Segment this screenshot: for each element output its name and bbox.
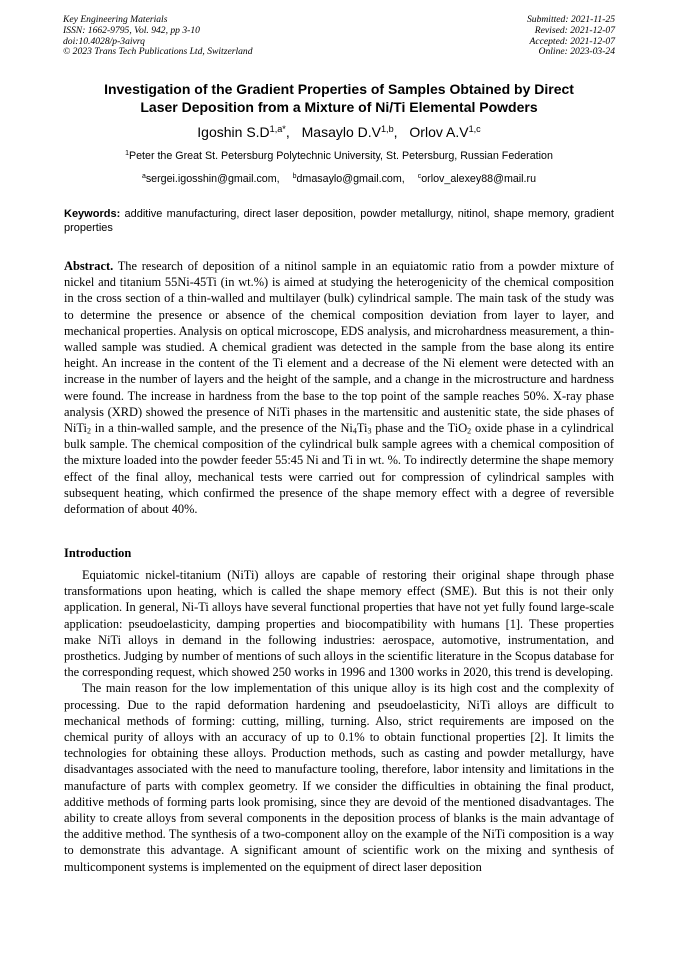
author-affiliation-marker: 1,c	[468, 124, 481, 134]
affiliation-marker: 1	[125, 150, 129, 158]
author-name: Orlov A.V	[409, 124, 469, 140]
abstract-subscript: 2	[86, 426, 91, 436]
abstract	[64, 258, 614, 517]
journal-name: Key Engineering Materials	[63, 14, 168, 25]
email-separator: ,	[276, 173, 280, 185]
email-address: dmasaylo@gmail.com	[296, 173, 402, 185]
publication-dates	[527, 15, 615, 58]
abstract-text: The research of deposition of a nitinol sample in an equiatomic ratio from a powder mixture of nickel and titanium 55Ni-45Ti (in wt.%) is aimed at studying the heterogenicity of the chemical composition in the cross section of a thin-walled and multilayer (bulk) cylindrical sample. The main task of the study was to determine the presence or absence of the chemical composition deviation from layer to layer, and mechanical properties. Analysis on optical microscope, EDS analysis, and microhardness measurement, a thin-walled sample was studied. A chemical gradient was detected in the sample from the base along its entire height. An increase in the content of the Ti element and a decrease of the Ni element were detected with an increase in the number of layers and the height of the sample, and a change in the microstructure and hardness were found. The increase in hardness from the base to the top point of the sample reaches 50%. X-ray phase analysis (XRD) showed the presence of NiTi phases in the martensitic and austenitic state, the side phases of NiTi	[64, 259, 614, 436]
abstract-label: Abstract.	[64, 259, 114, 273]
author-name: Masaylo D.V	[301, 124, 381, 140]
abstract-text: phase and the TiO	[371, 421, 468, 436]
submitted-date: Submitted: 2021-11-25	[526, 14, 615, 25]
keywords-label: Keywords:	[64, 208, 121, 220]
journal-issn: ISSN: 1662-9795, Vol. 942, pp 3-10	[63, 24, 200, 36]
title-line: Investigation of the Gradient Properties of Samples Obtained by Direct	[104, 81, 574, 97]
journal-doi: doi:10.4028/p-3aivrq	[63, 35, 145, 47]
email-marker: b	[292, 173, 297, 181]
body-paragraph: The main reason for the low implementation of this unique alloy is its high cost and the complexity of processing. Due to the rapid deformation hardening and pseudoelasticity, NiTi alloys are difficult to mechanical methods of forming: cutting, milling, turning. Also, strict requirements are imposed on the chemical purity of alloys with an accuracy of up to 0.1% to obtain functional properties [2]. It limits the technologies for obtaining these alloys. Production methods, such as casting and powder metallurgy, have disadvantages associated with the need to manufacture tooling, therefore, labor intensity and limitations in the manufacture of parts with complex geometry. If we consider the difficulties in obtaining the final product, additive methods of forming parts look promising, since they are devoid of the mentioned disadvantages. The ability to create alloys from several components in the deposition process of blanks is the main advantage of the additive method. The synthesis of a two-component alloy on the example of the NiTi composition is a way to demonstrate this advantage. A significant amount of scientific work on the mixing and synthesis of multicomponent systems is implemented on the equipment of direct laser deposition	[64, 681, 614, 874]
introduction-body	[64, 567, 614, 875]
abstract-subscript: 3	[367, 426, 372, 436]
author-emails	[58, 172, 620, 186]
affiliation-text: Peter the Great St. Petersburg Polytechnic University, St. Petersburg, Russian Federation	[128, 150, 553, 162]
title-line: Laser Deposition from a Mixture of Ni/Ti Elemental Powders	[140, 99, 538, 115]
abstract-subscript: 2	[467, 426, 472, 436]
email-address: orlov_alexey88@mail.ru	[421, 173, 537, 185]
author-affiliation-marker: 1,a*	[269, 124, 286, 134]
journal-copyright: © 2023 Trans Tech Publications Ltd, Switzerland	[63, 46, 253, 58]
abstract-text: Ti	[356, 421, 368, 436]
email-marker: c	[417, 173, 422, 181]
body-paragraph: Equiatomic nickel-titanium (NiTi) alloys are capable of restoring their original shape through phase transformations upon heating, which is called the shape memory effect (SME). But this is not their only application. In general, Ni-Ti alloys have several functional properties that have not yet fully found large-scale application: pseudoelasticity, damping properties and biocompatibility with humans [1]. These properties make NiTi alloys in demand in the following industries: aerospace, automotive, instrumentation, and prosthetics. Judging by number of mentions of such alloys in the scientific literature in the Scopus database for the corresponding request, which showed 250 works in 1996 and 1300 works in 2020, this trend is developing.	[64, 568, 614, 680]
email-marker: a	[141, 173, 146, 181]
section-heading-introduction: Introduction	[64, 546, 132, 560]
accepted-date: Accepted: 2021-12-07	[529, 35, 615, 47]
keywords-text: additive manufacturing, direct laser deposition, powder metallurgy, nitinol, shape memory, gradient properties	[64, 208, 614, 234]
revised-date: Revised: 2021-12-07	[534, 24, 615, 36]
online-date: Online: 2023-03-24	[538, 46, 615, 58]
paper-title	[58, 80, 620, 116]
author-name: Igoshin S.D	[197, 124, 270, 140]
author-affiliation-marker: 1,b	[380, 124, 394, 134]
email-separator: ,	[401, 173, 405, 185]
author-list	[58, 123, 620, 141]
author-separator: ,	[393, 124, 398, 140]
keywords	[64, 207, 614, 235]
author-separator: ,	[285, 124, 290, 140]
email-address: sergei.igosshin@gmail.com	[145, 173, 277, 185]
journal-info	[63, 15, 253, 58]
abstract-text: in a thin-walled sample, and the presence of the Ni	[91, 421, 353, 436]
abstract-text: oxide phase in a cylindrical bulk sample. The chemical composition of the cylindrical bulk sample agrees with a chemical composition of the mixture loaded into the powder feeder 55:45 Ni and Ti in wt. %. To indirectly determine the shape memory effect of the final alloy, mechanical tests were carried out for compression of cylindrical samples with subsequent heating, which confirmed the presence of the shape memory effect with a degree of reversible deformation of about 40%.	[64, 421, 614, 517]
abstract-subscript: 4	[352, 426, 357, 436]
affiliation	[58, 149, 620, 163]
